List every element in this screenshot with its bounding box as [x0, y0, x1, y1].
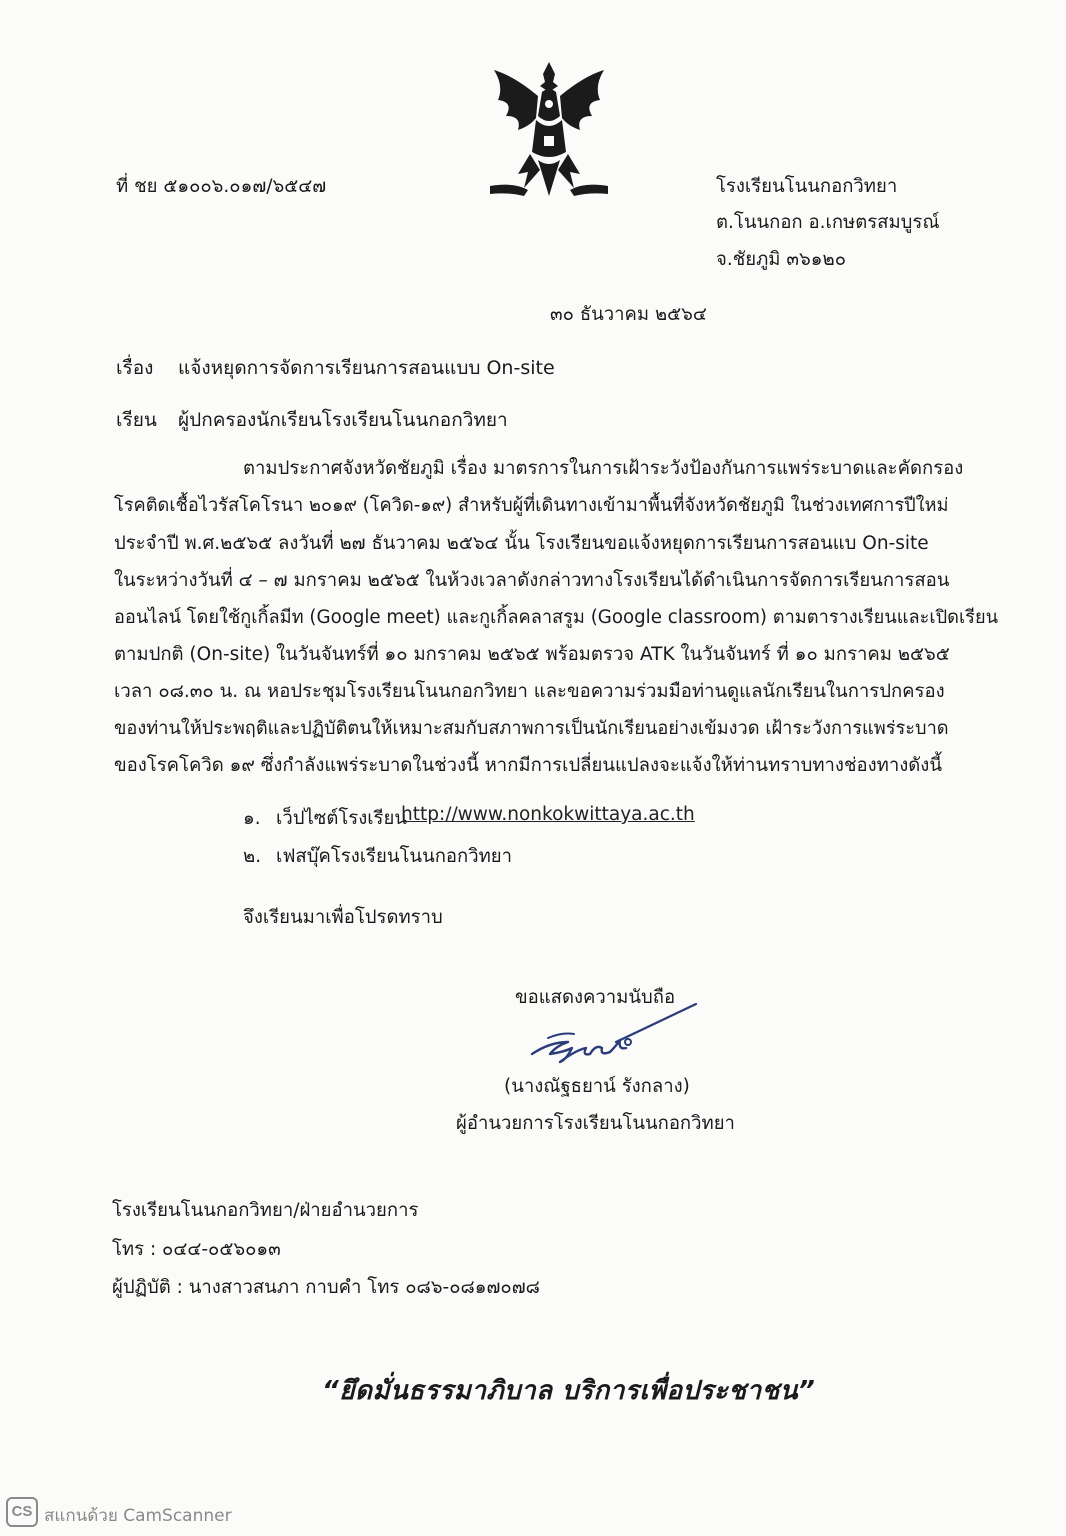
channel-text: เฟสบุ๊คโรงเรียนโนนกอกวิทยา [276, 846, 513, 867]
reference-number: ที่ ชย ๕๑๐๐๖.๐๑๗/๖๕๔๗ [116, 176, 327, 197]
closing-salutation: ขอแสดงความนับถือ [515, 987, 676, 1008]
garuda-emblem-icon [484, 56, 614, 202]
body-line: ตามปกติ (On-site) ในวันจันทร์ที่ ๑๐ มกราคม ๒๕๖๕ พร้อมตรวจ ATK ในวันจันทร์ ที่ ๑๐ มกราคม ๒๕๖๕ [114, 644, 950, 665]
department-line: โรงเรียนโนนกอกวิทยา/ฝ่ายอำนวยการ [112, 1200, 419, 1221]
officer-line: ผู้ปฏิบัติ : นางสาวสนภา กาบคำ โทร ๐๘๖-๐๘๑๗๐๗๘ [112, 1277, 540, 1298]
body-line: ของโรคโควิด ๑๙ ซึ่งกำลังแพร่ระบาดในช่วงนี้ หากมีการเปลี่ยนแปลงจะแจ้งให้ท่านทราบทางช่องทางดังนี้ [114, 755, 942, 776]
sender-address-line-1: โรงเรียนโนนกอกวิทยา [716, 176, 898, 197]
subject-label: เรื่อง [116, 357, 154, 379]
handwritten-signature [520, 998, 705, 1073]
body-line: เวลา ๐๘.๓๐ น. ณ หอประชุมโรงเรียนโนนกอกวิทยา และขอความร่วมมือท่านดูแลนักเรียนในการปกครอง [114, 681, 945, 702]
sender-address-line-3: จ.ชัยภูมิ ๓๖๑๒๐ [716, 249, 847, 270]
body-line: ออนไลน์ โดยใช้กูเกิ้ลมีท (Google meet) และกูเกิ้ลคลาสรูม (Google classroom) ตามตารางเรียนและเปิดเรียน [114, 607, 999, 628]
body-line: ของท่านให้ประพฤติและปฏิบัติตนให้เหมาะสมกับสภาพการเป็นนักเรียนอย่างเข้มงวด เฝ้าระวังการแพร่ระบาด [114, 718, 949, 739]
recipient-text: ผู้ปกครองนักเรียนโรงเรียนโนนกอกวิทยา [178, 409, 508, 431]
channel-number: ๒. [243, 846, 262, 867]
school-website-link[interactable]: http://www.nonkokwittaya.ac.th [401, 804, 695, 825]
phone-line: โทร : ๐๔๔-๐๕๖๐๑๓ [112, 1239, 281, 1260]
scanner-watermark-text: สแกนด้วย CamScanner [44, 1506, 232, 1526]
body-line: ตามประกาศจังหวัดชัยภูมิ เรื่อง มาตรการในการเฝ้าระวังป้องกันการแพร่ระบาดและคัดกรอง [243, 458, 964, 479]
signer-title: ผู้อำนวยการโรงเรียนโนนกอกวิทยา [456, 1113, 735, 1134]
slogan: “ยึดมั่นธรรมาภิบาล บริการเพื่อประชาชน” [322, 1376, 816, 1406]
letter-date: ๓๐ ธันวาคม ๒๕๖๔ [550, 304, 707, 325]
body-line: โรคติดเชื้อไวรัสโคโรนา ๒๐๑๙ (โควิด-๑๙) สำหรับผู้ที่เดินทางเข้ามาพื้นที่จังหวัดชัยภูมิ ในช่วงเทศการปีใหม่ [114, 495, 949, 516]
recipient-label: เรียน [116, 409, 157, 431]
camscanner-logo-icon: CS [6, 1497, 38, 1527]
sender-address-line-2: ต.โนนกอก อ.เกษตรสมบูรณ์ [716, 212, 940, 233]
channel-number: ๑. [243, 808, 261, 829]
body-line: ประจำปี พ.ศ.๒๕๖๕ ลงวันที่ ๒๗ ธันวาคม ๒๕๖๔ นั้น โรงเรียนขอแจ้งหยุดการเรียนการสอนแบ On-site [114, 533, 929, 554]
signer-name: (นางณัฐธยาน์ รังกลาง) [504, 1076, 690, 1097]
subject-text: แจ้งหยุดการจัดการเรียนการสอนแบบ On-site [178, 357, 555, 379]
body-line: ในระหว่างวันที่ ๔ – ๗ มกราคม ๒๕๖๕ ในห้วงเวลาดังกล่าวทางโรงเรียนได้ดำเนินการจัดการเรียนการสอน [114, 570, 950, 591]
closing-request: จึงเรียนมาเพื่อโปรดทราบ [243, 907, 443, 928]
channel-text: เว็ปไซต์โรงเรียน [276, 808, 407, 829]
